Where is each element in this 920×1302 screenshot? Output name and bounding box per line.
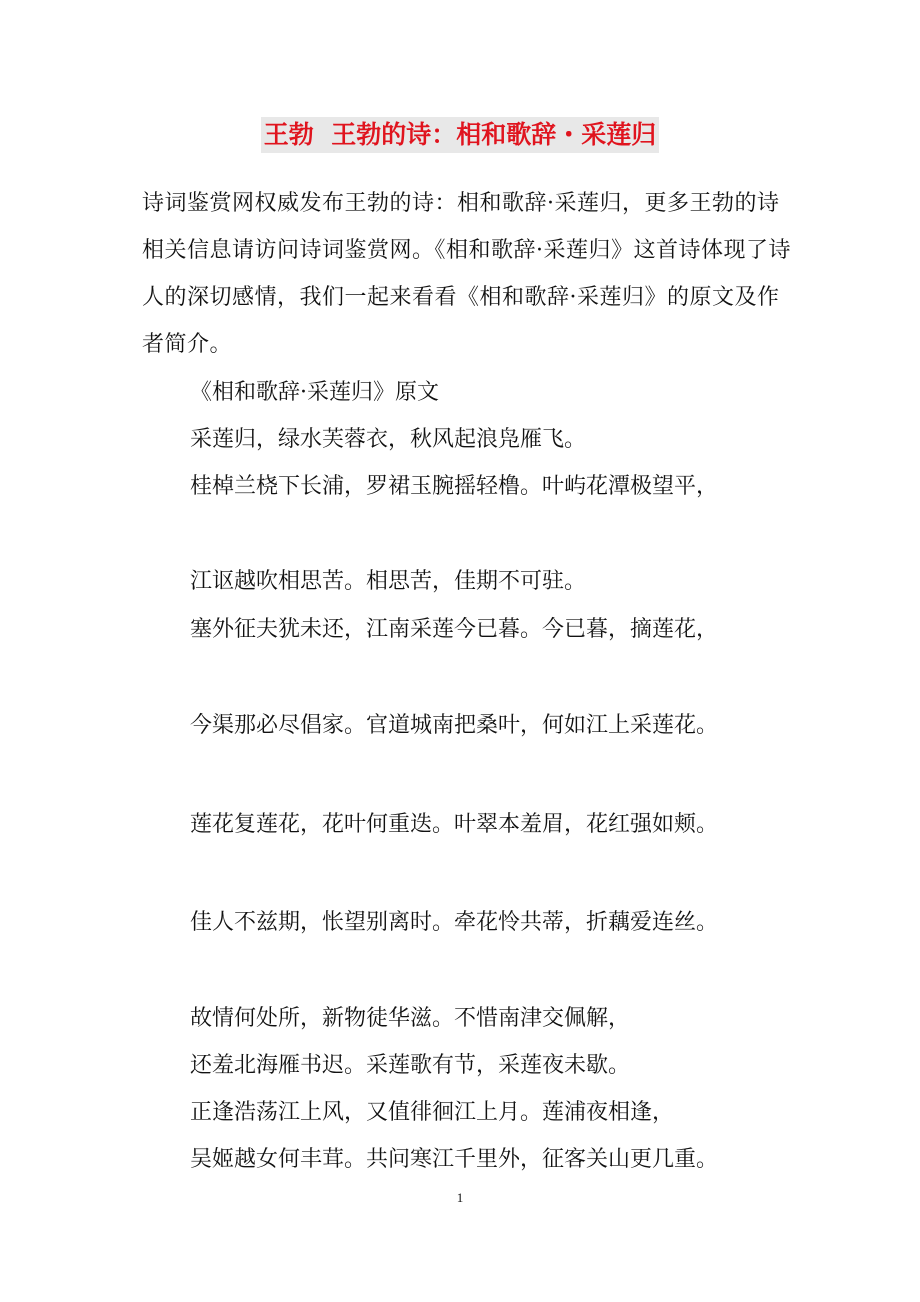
poem-line: 今渠那必尽倡家。官道城南把桑叶，何如江上采莲花。 [190, 713, 719, 738]
poem-heading: 《相和歌辞·采莲归》原文 [190, 380, 439, 405]
document-title: 王勃 王勃的诗：相和歌辞・采莲归 [261, 117, 659, 153]
page-number: 1 [456, 1190, 464, 1205]
poem-line: 佳人不兹期，怅望别离时。牵花怜共蒂，折藕爱连丝。 [190, 910, 719, 935]
poem-line: 莲花复莲花，花叶何重迭。叶翠本羞眉，花红强如颊。 [190, 812, 719, 837]
poem-line: 塞外征夫犹未还，江南采莲今已暮。今已暮，摘莲花， [190, 617, 719, 642]
poem-line: 采莲归，绿水芙蓉衣，秋风起浪凫雁飞。 [190, 427, 587, 452]
poem-line: 正逢浩荡江上风，又值徘徊江上月。莲浦夜相逢， [190, 1100, 675, 1125]
poem-line: 桂棹兰桡下长浦，罗裙玉腕摇轻橹。叶屿花潭极望平， [190, 474, 719, 499]
title-container [0, 117, 920, 153]
poem-line: 故情何处所，新物徒华滋。不惜南津交佩解， [190, 1006, 631, 1031]
intro-paragraph: 诗词鉴赏网权威发布王勃的诗：相和歌辞·采莲归，更多王勃的诗相关信息请访问诗词鉴赏网。《相和歌辞·采莲归》这首诗体现了诗人的深切感情，我们一起来看看《相和歌辞·采莲归》的原文及作者简介。 [142, 191, 791, 357]
poem-line: 吴姬越女何丰茸。共问寒江千里外，征客关山更几重。 [190, 1147, 719, 1172]
poem-line: 江讴越吹相思苦。相思苦，佳期不可驻。 [190, 569, 587, 594]
poem-line: 还羞北海雁书迟。采莲歌有节，采莲夜未歇。 [190, 1053, 631, 1078]
